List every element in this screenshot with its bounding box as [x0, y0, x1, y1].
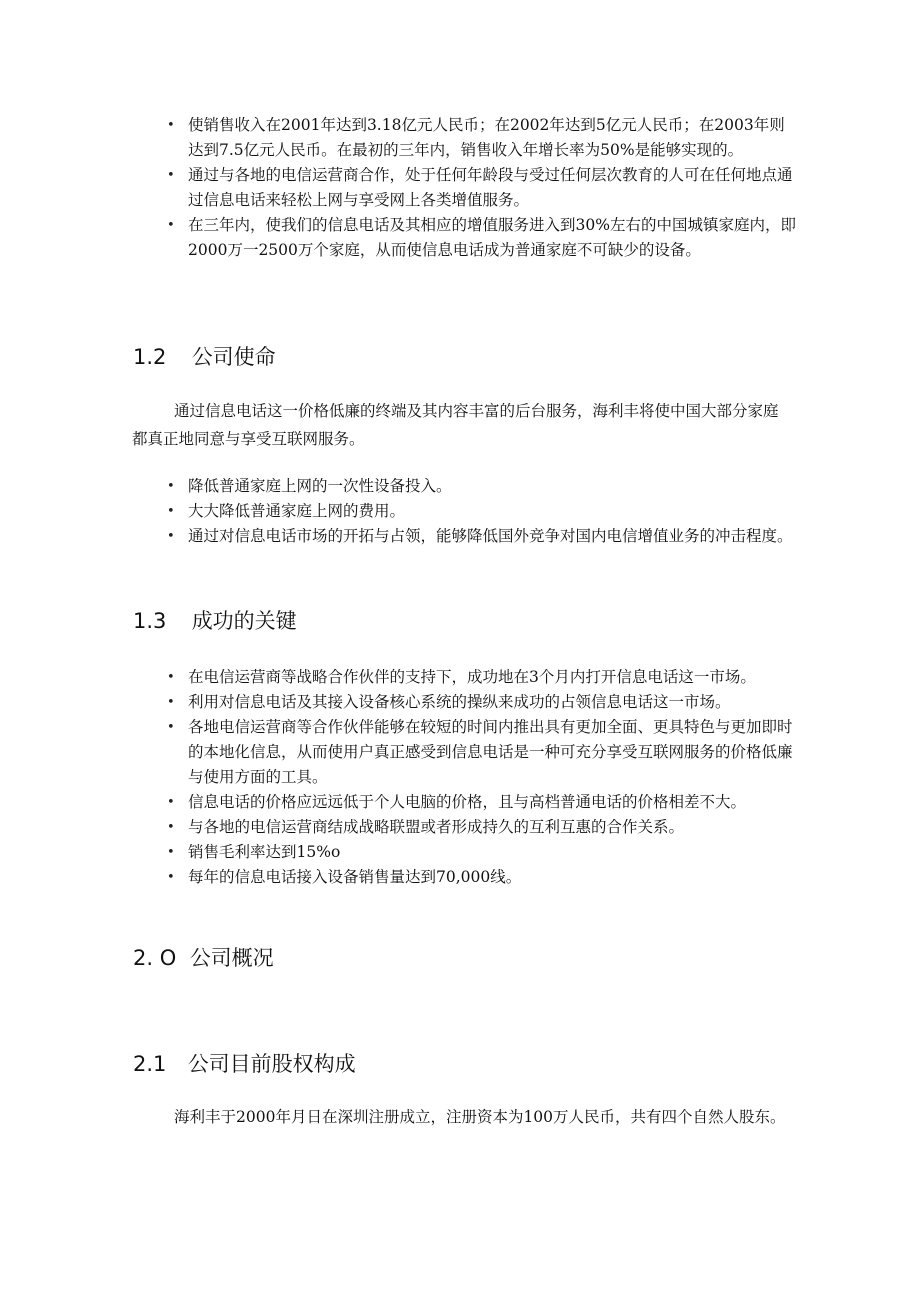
- section-heading-1-2: [133, 341, 276, 371]
- list-item-text: 各地电信运营商等合作伙伴能够在较短的时间内推出具有更加全面、更具特色与更加即时的本地化信息，从而使用户真正感受到信息电话是一种可充分享受互联网服务的价格低廉与使用方面的工具。: [188, 718, 793, 786]
- list-item-text: 在电信运营商等战略合作伙伴的支持下，成功地在3个月内打开信息电话这一市场。: [188, 668, 756, 686]
- list-item-text: 在三年内，使我们的信息电话及其相应的增值服务进入到30%左右的中国城镇家庭内，即2000万一2500万个家庭，从而使信息电话成为普通家庭不可缺少的设备。: [188, 216, 796, 259]
- bullet-icon: •: [167, 720, 175, 735]
- bullet-icon: •: [167, 218, 175, 233]
- section-heading-2-0: [133, 942, 274, 972]
- section-number: 1.2: [133, 345, 167, 369]
- list-item: [160, 690, 800, 715]
- list-item-text: 销售毛利率达到15%o: [188, 843, 341, 861]
- section-number: 1.3: [133, 609, 167, 633]
- section-title: 公司目前股权构成: [187, 1052, 356, 1076]
- section-title: 公司概况: [189, 946, 274, 970]
- bullet-icon: •: [167, 529, 175, 544]
- bullet-icon: •: [167, 695, 175, 710]
- list-item: [160, 715, 800, 790]
- bullet-icon: •: [167, 795, 175, 810]
- bullet-icon: •: [167, 820, 175, 835]
- list-item-text: 通过对信息电话市场的开拓与占领，能够降低国外竞争对国内电信增值业务的冲击程度。: [188, 527, 793, 545]
- list-item-text: 信息电话的价格应远远低于个人电脑的价格，且与高档普通电话的价格相差不大。: [188, 793, 747, 811]
- mission-paragraph: 通过信息电话这一价格低廉的终端及其内容丰富的后台服务，海利丰将使中国大部分家庭都真正地同意与享受互联网服务。: [132, 402, 779, 448]
- list-item-text: 与各地的电信运营商结成战略联盟或者形成持久的互利互惠的合作关系。: [188, 818, 685, 836]
- list-item: [160, 474, 800, 499]
- equity-paragraph: 海利丰于2000年月日在深圳注册成立，注册资本为100万人民币，共有四个自然人股东。: [174, 1108, 786, 1126]
- bullet-icon: •: [167, 670, 175, 685]
- list-item-text: 每年的信息电话接入设备销售量达到70,000线。: [188, 868, 522, 886]
- list-item-text: 通过与各地的电信运营商合作，处于任何年龄段与受过任何层次教育的人可在任何地点通过信息电话来轻松上网与享受网上各类增值服务。: [188, 166, 793, 209]
- list-item: [160, 815, 800, 840]
- bullet-icon: •: [167, 118, 175, 133]
- section-heading-2-1: [133, 1048, 356, 1078]
- list-item: [160, 499, 800, 524]
- list-item-text: 降低普通家庭上网的一次性设备投入。: [188, 477, 452, 495]
- section-number: 2. O: [133, 946, 177, 970]
- list-item: [160, 213, 800, 263]
- list-item: [160, 113, 800, 163]
- goals-list: [160, 113, 800, 263]
- section-title: 成功的关键: [191, 609, 297, 633]
- list-item: [160, 665, 800, 690]
- list-item: [160, 163, 800, 213]
- section-title: 公司使命: [191, 345, 276, 369]
- bullet-icon: •: [167, 504, 175, 519]
- list-item: [160, 790, 800, 815]
- section-heading-1-3: [133, 605, 297, 635]
- bullet-icon: •: [167, 870, 175, 885]
- list-item-text: 使销售收入在2001年达到3.18亿元人民币；在2002年达到5亿元人民币；在2003年则达到7.5亿元人民币。在最初的三年内，销售收入年增长率为50%是能够实现的。: [188, 116, 785, 159]
- list-item: [160, 865, 800, 890]
- list-item: [160, 840, 800, 865]
- list-item-text: 大大降低普通家庭上网的费用。: [188, 502, 406, 520]
- bullet-icon: •: [167, 845, 175, 860]
- bullet-icon: •: [167, 479, 175, 494]
- section-number: 2.1: [133, 1052, 167, 1076]
- success-keys-list: [160, 665, 800, 890]
- mission-list: [160, 474, 800, 549]
- bullet-icon: •: [167, 168, 175, 183]
- list-item-text: 利用对信息电话及其接入设备核心系统的操纵来成功的占领信息电话这一市场。: [188, 693, 731, 711]
- list-item: [160, 524, 800, 549]
